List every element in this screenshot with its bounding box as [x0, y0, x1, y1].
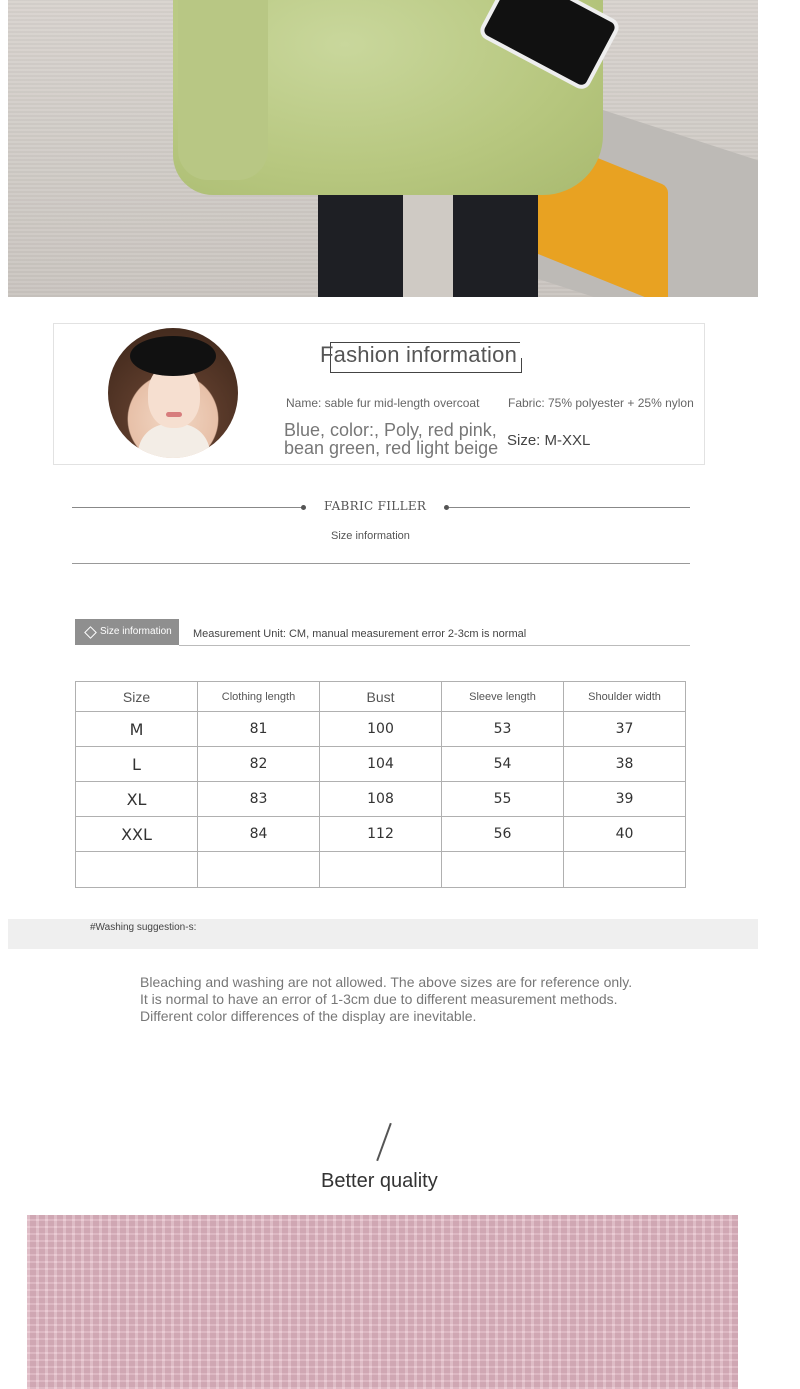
- divider-dot: [301, 505, 306, 510]
- table-cell: 84: [198, 817, 320, 852]
- table-cell: 39: [564, 782, 686, 817]
- table-cell: 37: [564, 712, 686, 747]
- table-cell: 82: [198, 747, 320, 782]
- product-name: Name: sable fur mid-length overcoat: [286, 396, 480, 410]
- table-header: Clothing length: [198, 682, 320, 712]
- table-cell: 56: [442, 817, 564, 852]
- measurement-note: Measurement Unit: CM, manual measurement error 2-3cm is normal: [193, 628, 527, 640]
- washing-label: #Washing suggestion-s:: [90, 922, 197, 933]
- table-header: Size: [76, 682, 198, 712]
- table-cell: 104: [320, 747, 442, 782]
- size-info-tag-label: Size information: [100, 626, 172, 637]
- divider-line: [72, 563, 690, 564]
- fashion-info-title: Fashion information: [320, 342, 518, 367]
- table-cell: XL: [76, 782, 198, 817]
- table-cell: 55: [442, 782, 564, 817]
- product-fabric: Fabric: 75% polyester + 25% nylon: [508, 396, 694, 410]
- table-row: [76, 747, 686, 782]
- product-colors: Blue, color:, Poly, red pink, bean green, red light beige: [284, 420, 499, 458]
- table-row-empty: [76, 852, 686, 888]
- table-header-row: [76, 682, 686, 712]
- title-frame-right: [521, 358, 522, 372]
- divider-line: [72, 507, 302, 508]
- table-cell: 40: [564, 817, 686, 852]
- diamond-icon: [84, 626, 97, 639]
- washing-text: Bleaching and washing are not allowed. The above sizes are for reference only. It is normal to have an error of 1-3cm due to different measurement methods. Different color differences of the display are inevitable.: [140, 974, 633, 1024]
- table-cell: 112: [320, 817, 442, 852]
- better-quality-title: Better quality: [321, 1170, 438, 1192]
- model-avatar: [108, 328, 238, 458]
- fabric-closeup-photo: [27, 1215, 738, 1389]
- title-frame-bottom: [330, 372, 522, 373]
- table-header: Sleeve length: [442, 682, 564, 712]
- table-cell: 38: [564, 747, 686, 782]
- product-photo-top: [8, 0, 758, 297]
- table-cell: L: [76, 747, 198, 782]
- table-cell: 100: [320, 712, 442, 747]
- table-cell: 108: [320, 782, 442, 817]
- table-row: [76, 782, 686, 817]
- table-cell: M: [76, 712, 198, 747]
- divider-line: [449, 507, 690, 508]
- table-row: [76, 817, 686, 852]
- product-size-range: Size: M-XXL: [507, 432, 591, 449]
- fabric-filler-subtitle: Size information: [331, 530, 410, 542]
- table-cell: 83: [198, 782, 320, 817]
- table-cell: XXL: [76, 817, 198, 852]
- size-info-tag: [75, 619, 179, 645]
- fabric-filler-title: FABRIC FILLER: [324, 499, 427, 513]
- slash-decoration: [376, 1123, 392, 1161]
- table-cell: 81: [198, 712, 320, 747]
- size-table: [75, 681, 686, 888]
- table-cell: 54: [442, 747, 564, 782]
- table-cell: 53: [442, 712, 564, 747]
- table-header: Shoulder width: [564, 682, 686, 712]
- table-row: [76, 712, 686, 747]
- divider-line: [179, 645, 690, 646]
- table-header: Bust: [320, 682, 442, 712]
